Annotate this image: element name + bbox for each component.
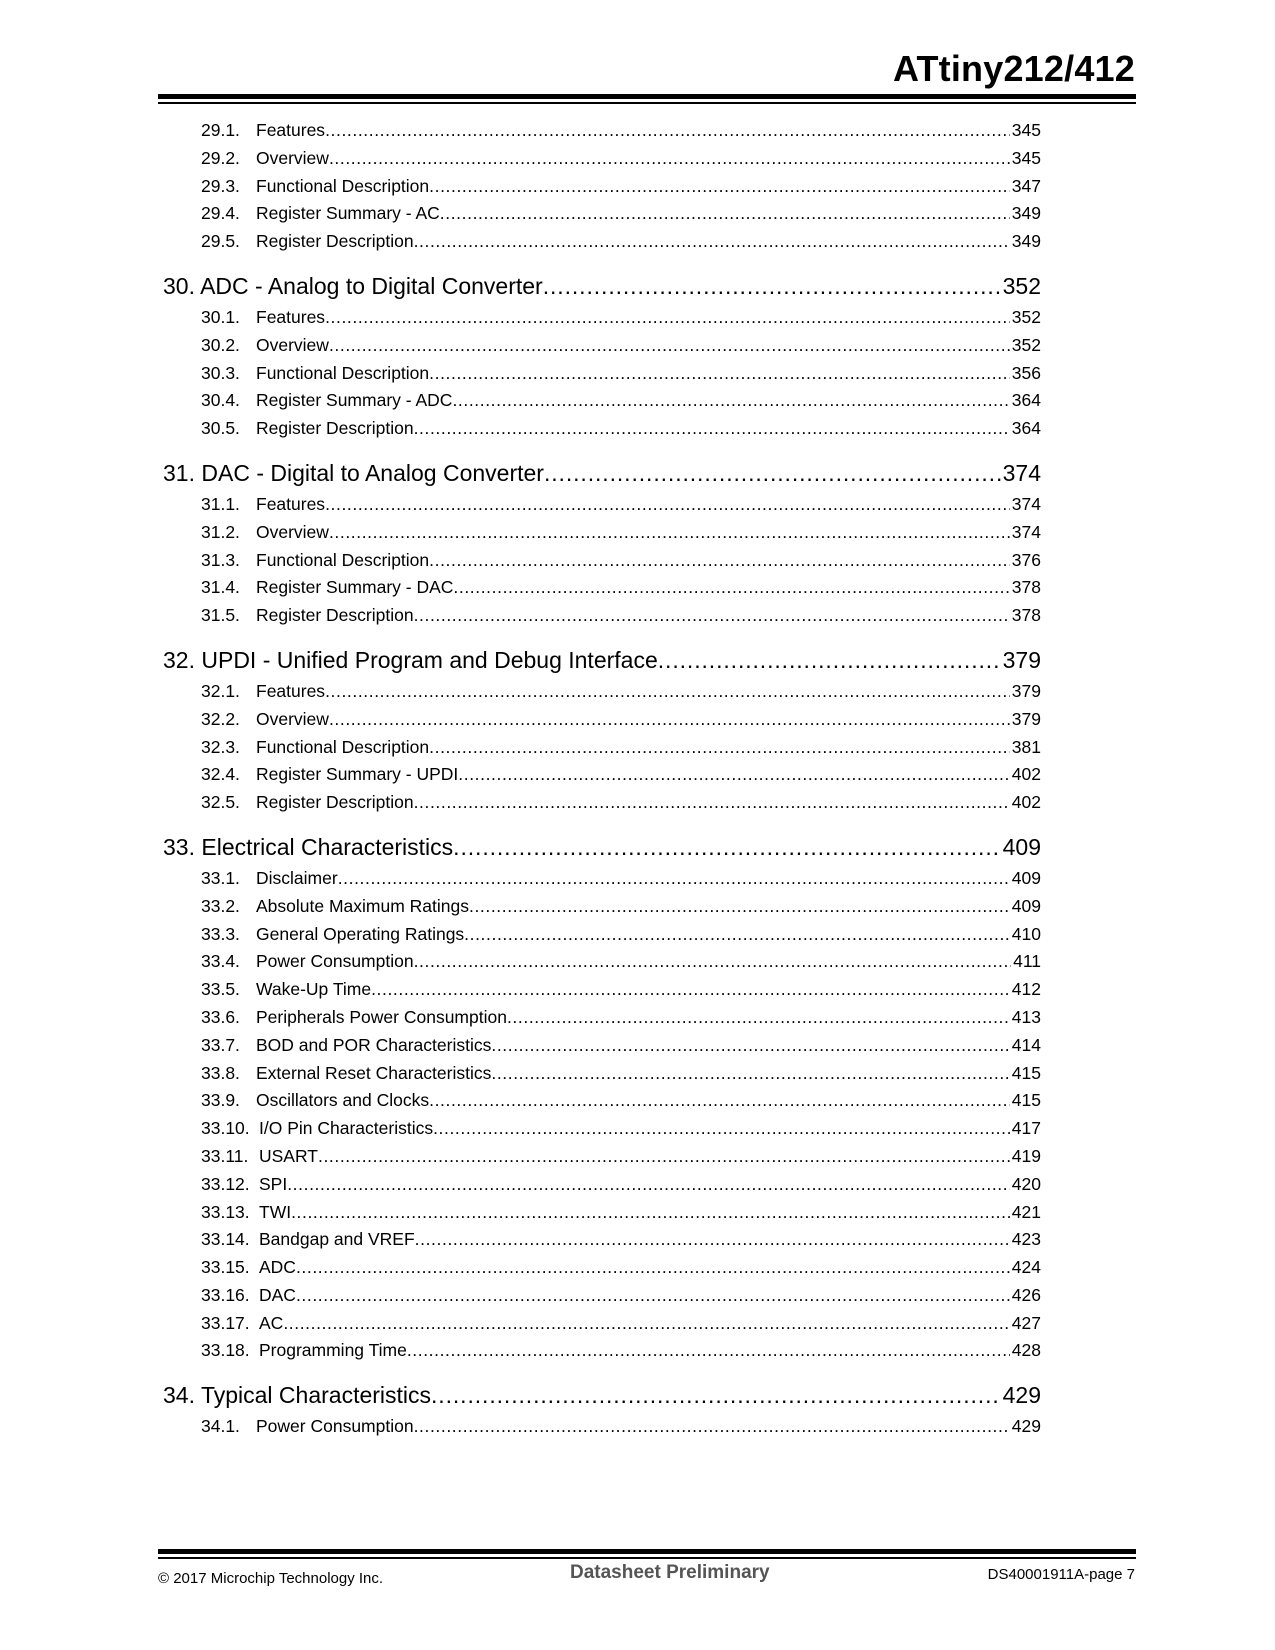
toc-section-entry[interactable] (163, 335, 1041, 363)
toc-dot-leader (429, 1090, 1010, 1111)
toc-page-number: 426 (1011, 1284, 1041, 1305)
toc-section-entry[interactable] (163, 792, 1041, 820)
toc-page-number: 409 (1011, 895, 1041, 916)
toc-dot-leader (329, 522, 1010, 543)
toc-section-entry[interactable] (163, 764, 1041, 792)
toc-section-entry[interactable] (163, 418, 1041, 446)
toc-dot-leader (414, 792, 1010, 813)
toc-page-number: 414 (1011, 1034, 1041, 1055)
toc-section-number: 29.3. (201, 175, 240, 196)
toc-section-number: 33.15. (201, 1257, 250, 1278)
toc-dot-leader (429, 176, 1010, 197)
toc-section-entry[interactable] (163, 924, 1041, 952)
toc-section-entry[interactable] (163, 1285, 1041, 1313)
toc-section-entry[interactable] (163, 1202, 1041, 1230)
toc-section-number: 33.14. (201, 1229, 250, 1250)
toc-section-number: 29.2. (201, 147, 240, 168)
header-rule-thin (158, 102, 1136, 104)
toc-section-number: 33.7. (201, 1034, 240, 1055)
toc-dot-leader (544, 460, 1001, 487)
toc-section-title: Features (256, 306, 326, 327)
toc-section-title: Overview (256, 147, 329, 168)
toc-page-number: 352 (1011, 306, 1041, 327)
toc-page-number: 364 (1011, 418, 1041, 439)
toc-page-number: 417 (1011, 1118, 1041, 1139)
toc-section-title: General Operating Ratings (256, 923, 465, 944)
toc-section-title: External Reset Characteristics (256, 1062, 492, 1083)
toc-dot-leader (338, 868, 1010, 889)
toc-section-number: 33.4. (201, 951, 240, 972)
toc-section-number: 32.2. (201, 708, 240, 729)
toc-chapter-entry[interactable] (163, 1382, 1041, 1416)
toc-section-number: 33.8. (201, 1062, 240, 1083)
toc-dot-leader (658, 647, 1001, 674)
toc-dot-leader (464, 924, 1010, 945)
toc-section-number: 34.1. (201, 1416, 240, 1437)
toc-section-entry[interactable] (163, 1063, 1041, 1091)
toc-dot-leader (491, 1035, 1009, 1056)
toc-page-number: 419 (1011, 1145, 1041, 1166)
toc-dot-leader (453, 577, 1009, 598)
toc-section-entry[interactable] (163, 1035, 1041, 1063)
toc-dot-leader (329, 335, 1010, 356)
toc-chapter-title: 31. DAC - Digital to Analog Converter (163, 459, 544, 486)
toc-page-number: 378 (1011, 605, 1041, 626)
toc-chapter-entry[interactable] (163, 647, 1041, 681)
toc-section-title: Power Consumption (256, 1416, 414, 1437)
toc-section-number: 33.5. (201, 979, 240, 1000)
toc-dot-leader (296, 1257, 1010, 1278)
toc-section-title: Disclaimer (256, 867, 338, 888)
toc-section-title: Register Summary - UPDI (256, 764, 459, 785)
toc-page-number: 374 (1011, 493, 1041, 514)
toc-section-entry[interactable] (163, 1174, 1041, 1202)
toc-section-entry[interactable] (163, 550, 1041, 578)
toc-section-number: 31.2. (201, 521, 240, 542)
toc-section-entry[interactable] (163, 120, 1041, 148)
toc-section-entry[interactable] (163, 1229, 1041, 1257)
toc-section-number: 33.2. (201, 895, 240, 916)
toc-section-title: Programming Time (259, 1340, 407, 1361)
toc-section-number: 31.1. (201, 493, 240, 514)
document-title: ATtiny212/412 (892, 48, 1135, 89)
toc-page-number: 421 (1011, 1201, 1041, 1222)
toc-section-title: Functional Description (256, 175, 430, 196)
toc-section-entry[interactable] (163, 605, 1041, 633)
toc-section-number: 32.1. (201, 680, 240, 701)
toc-section-number: 33.3. (201, 923, 240, 944)
table-of-contents (163, 120, 1041, 1444)
toc-page-number: 411 (1013, 951, 1041, 972)
toc-dot-leader (414, 951, 1012, 972)
toc-section-title: Overview (256, 334, 329, 355)
toc-page-number: 381 (1011, 736, 1041, 757)
toc-section-entry[interactable] (163, 1313, 1041, 1341)
toc-section-entry[interactable] (163, 1340, 1041, 1368)
toc-page-number: 420 (1011, 1173, 1041, 1194)
toc-page-number: 424 (1011, 1257, 1041, 1278)
toc-page-number: 427 (1011, 1312, 1041, 1333)
toc-section-entry[interactable] (163, 494, 1041, 522)
toc-chapter-entry[interactable] (163, 460, 1041, 494)
footer-status: Datasheet Preliminary (570, 1562, 770, 1583)
toc-page-number: 378 (1011, 577, 1041, 598)
toc-section-entry[interactable] (163, 709, 1041, 737)
toc-chapter-title: 33. Electrical Characteristics (163, 833, 454, 860)
toc-section-number: 29.1. (201, 120, 240, 140)
toc-section-title: I/O Pin Characteristics (259, 1118, 434, 1139)
toc-section-title: Overview (256, 521, 329, 542)
toc-dot-leader (458, 764, 1010, 785)
toc-section-title: Features (256, 680, 326, 701)
toc-page-number: 376 (1011, 549, 1041, 570)
toc-dot-leader (325, 120, 1010, 141)
header-rule-thick (158, 94, 1136, 99)
toc-dot-leader (371, 979, 1010, 1000)
toc-section-title: Register Description (256, 418, 414, 439)
toc-dot-leader (325, 494, 1010, 515)
toc-page-number: 409 (1011, 867, 1041, 888)
toc-chapter-entry[interactable] (163, 273, 1041, 307)
toc-section-number: 33.9. (201, 1090, 240, 1111)
toc-section-entry[interactable] (163, 1416, 1041, 1444)
toc-section-title: Wake-Up Time (256, 979, 372, 1000)
toc-section-number: 33.12. (201, 1173, 250, 1194)
toc-page-number: 364 (1011, 390, 1041, 411)
toc-section-number: 30.4. (201, 390, 240, 411)
toc-section-title: Features (256, 120, 326, 140)
toc-dot-leader (433, 1118, 1010, 1139)
toc-section-title: ADC (259, 1257, 296, 1278)
toc-section-number: 31.4. (201, 577, 240, 598)
toc-chapter-title: 34. Typical Characteristics (163, 1382, 432, 1409)
toc-section-number: 32.5. (201, 792, 240, 813)
toc-section-title: Functional Description (256, 549, 430, 570)
toc-page-number: 413 (1011, 1006, 1041, 1027)
toc-chapter-title: 32. UPDI - Unified Program and Debug Interface (163, 646, 658, 673)
toc-section-title: Oscillators and Clocks (256, 1090, 430, 1111)
toc-section-entry[interactable] (163, 979, 1041, 1007)
footer-page-number: DS40001911A-page 7 (987, 1566, 1135, 1583)
toc-section-number: 32.3. (201, 736, 240, 757)
toc-section-number: 33.10. (201, 1118, 250, 1139)
toc-section-title: Register Summary - ADC (256, 390, 453, 411)
footer-rule-thick (158, 1549, 1136, 1554)
toc-section-number: 30.3. (201, 362, 240, 383)
toc-section-title: Features (256, 493, 326, 514)
toc-section-number: 30.1. (201, 306, 240, 327)
toc-dot-leader (414, 231, 1010, 252)
toc-dot-leader (291, 1202, 1010, 1223)
toc-page-number: 402 (1011, 764, 1041, 785)
toc-page-number: 349 (1011, 231, 1041, 252)
toc-section-title: Peripherals Power Consumption (256, 1006, 507, 1027)
toc-section-number: 32.4. (201, 764, 240, 785)
toc-section-entry[interactable] (163, 1090, 1041, 1118)
toc-dot-leader (329, 148, 1010, 169)
toc-dot-leader (283, 1313, 1009, 1334)
toc-section-entry[interactable] (163, 1007, 1041, 1035)
toc-page-number: 379 (1011, 708, 1041, 729)
toc-dot-leader (543, 273, 1001, 300)
toc-section-title: SPI (259, 1173, 288, 1194)
toc-dot-leader (296, 1285, 1010, 1306)
toc-section-title: Register Summary - AC (256, 203, 440, 224)
toc-section-entry[interactable] (163, 231, 1041, 259)
toc-page-number: 415 (1011, 1090, 1041, 1111)
toc-dot-leader (287, 1174, 1010, 1195)
toc-section-entry[interactable] (163, 868, 1041, 896)
footer-rule-thin (158, 1557, 1136, 1559)
toc-section-entry[interactable] (163, 148, 1041, 176)
toc-section-title: AC (259, 1312, 284, 1333)
toc-section-number: 33.16. (201, 1284, 250, 1305)
toc-dot-leader (469, 896, 1010, 917)
toc-section-entry[interactable] (163, 390, 1041, 418)
toc-dot-leader (507, 1007, 1010, 1028)
toc-dot-leader (329, 709, 1010, 730)
toc-section-entry[interactable] (163, 1146, 1041, 1174)
toc-section-number: 33.6. (201, 1006, 240, 1027)
toc-page-number: 412 (1011, 979, 1041, 1000)
toc-dot-leader (429, 737, 1010, 758)
toc-page-number: 423 (1011, 1229, 1041, 1250)
toc-section-number: 33.17. (201, 1312, 250, 1333)
toc-section-title: Register Summary - DAC (256, 577, 454, 598)
toc-dot-leader (325, 307, 1010, 328)
toc-page-number: 374 (1011, 521, 1041, 542)
toc-page-number: 428 (1011, 1340, 1041, 1361)
toc-section-number: 30.5. (201, 418, 240, 439)
toc-dot-leader (415, 1229, 1010, 1250)
toc-dot-leader (414, 605, 1010, 626)
toc-section-entry[interactable] (163, 681, 1041, 709)
toc-dot-leader (453, 834, 1000, 861)
toc-section-title: Power Consumption (256, 951, 414, 972)
toc-page-number: 379 (1011, 680, 1041, 701)
toc-page-number: 356 (1011, 362, 1041, 383)
toc-section-entry[interactable] (163, 203, 1041, 231)
toc-page-number: 410 (1011, 923, 1041, 944)
toc-section-title: Functional Description (256, 736, 430, 757)
toc-section-entry[interactable] (163, 307, 1041, 335)
toc-section-entry[interactable] (163, 737, 1041, 765)
toc-section-title: USART (259, 1145, 318, 1166)
toc-section-entry[interactable] (163, 363, 1041, 391)
toc-page-number: 352 (1011, 334, 1041, 355)
toc-page-number: 347 (1011, 175, 1041, 196)
toc-page-number: 345 (1011, 120, 1041, 140)
toc-section-title: TWI (259, 1201, 292, 1222)
toc-dot-leader (414, 418, 1010, 439)
toc-section-title: Register Description (256, 231, 414, 252)
toc-page-number: 374 (1002, 459, 1041, 486)
toc-page-number: 429 (1011, 1416, 1041, 1437)
toc-dot-leader (325, 681, 1010, 702)
toc-section-number: 29.5. (201, 231, 240, 252)
toc-section-number: 33.1. (201, 867, 240, 888)
toc-section-number: 30.2. (201, 334, 240, 355)
toc-section-entry[interactable] (163, 1257, 1041, 1285)
toc-section-title: Bandgap and VREF (259, 1229, 415, 1250)
toc-dot-leader (414, 1416, 1010, 1437)
toc-dot-leader (491, 1063, 1009, 1084)
toc-section-title: Register Description (256, 605, 414, 626)
toc-page-number: 429 (1002, 1382, 1041, 1409)
toc-page-number: 345 (1011, 147, 1041, 168)
footer-copyright: © 2017 Microchip Technology Inc. (158, 1570, 384, 1587)
toc-dot-leader (452, 390, 1009, 411)
toc-dot-leader (318, 1146, 1010, 1167)
toc-section-number: 33.13. (201, 1201, 250, 1222)
toc-section-entry[interactable] (163, 1118, 1041, 1146)
toc-section-title: Register Description (256, 792, 414, 813)
toc-section-title: BOD and POR Characteristics (256, 1034, 492, 1055)
toc-page-number: 409 (1002, 833, 1041, 860)
toc-chapter-title: 30. ADC - Analog to Digital Converter (163, 272, 543, 299)
toc-section-title: DAC (259, 1284, 296, 1305)
toc-dot-leader (440, 203, 1010, 224)
toc-section-number: 31.3. (201, 549, 240, 570)
toc-dot-leader (429, 363, 1010, 384)
toc-page-number: 349 (1011, 203, 1041, 224)
toc-page-number: 352 (1002, 272, 1041, 299)
toc-section-number: 31.5. (201, 605, 240, 626)
toc-section-title: Absolute Maximum Ratings (256, 895, 469, 916)
toc-section-entry[interactable] (163, 577, 1041, 605)
toc-chapter-entry[interactable] (163, 834, 1041, 868)
toc-dot-leader (407, 1340, 1010, 1361)
toc-dot-leader (429, 550, 1010, 571)
toc-section-title: Functional Description (256, 362, 430, 383)
toc-section-number: 29.4. (201, 203, 240, 224)
toc-page-number: 415 (1011, 1062, 1041, 1083)
toc-section-title: Overview (256, 708, 329, 729)
toc-page-number: 379 (1002, 646, 1041, 673)
toc-page-number: 402 (1011, 792, 1041, 813)
toc-section-entry[interactable] (163, 522, 1041, 550)
toc-section-number: 33.18. (201, 1340, 250, 1361)
toc-section-entry[interactable] (163, 951, 1041, 979)
toc-section-number: 33.11. (201, 1145, 249, 1166)
toc-section-entry[interactable] (163, 176, 1041, 204)
toc-section-entry[interactable] (163, 896, 1041, 924)
toc-dot-leader (431, 1382, 1001, 1409)
